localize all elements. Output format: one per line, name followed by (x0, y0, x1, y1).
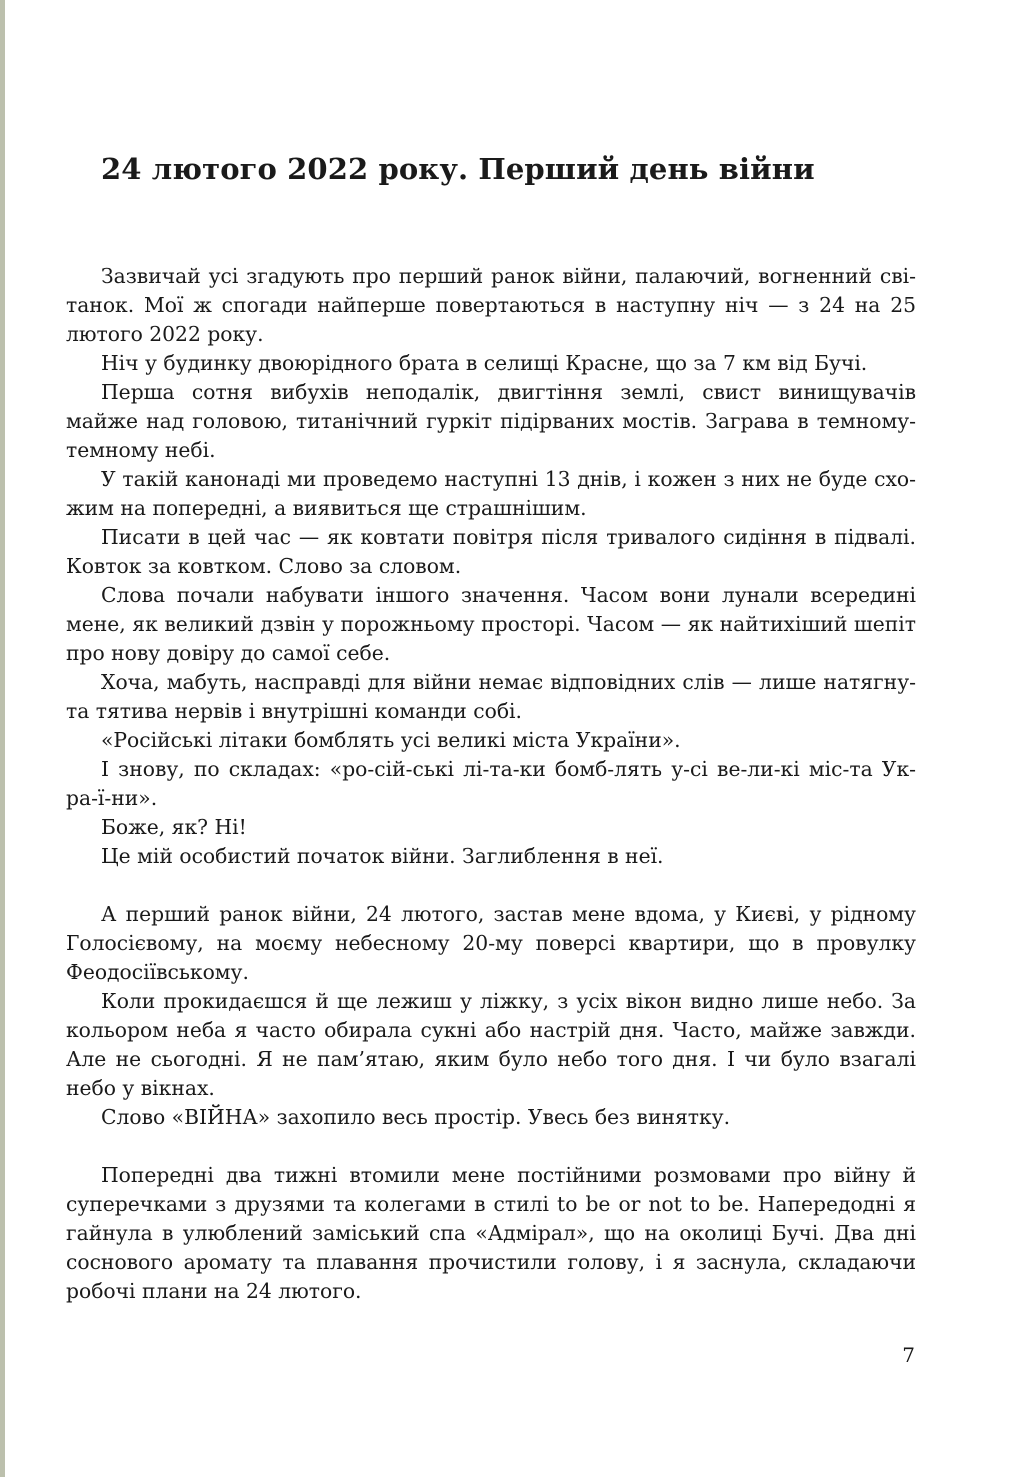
paragraph: Зазвичай усі згадують про перший ранок війни, палаючий, вогненний світанок. Мої ж спогади найперше повертаються в наступну ніч — з 24 на 25 лютого 2022 року. (66, 264, 916, 346)
text-section-1 (66, 262, 916, 871)
paragraph: Боже, як? Ні! (101, 815, 247, 839)
paragraph: Попередні два тижні втомили мене постійними розмовами про війну й суперечками з друзями та колегами в стилі to be or not to be. Напередодні я гайнула в улюблений заміський спа «Адмірал», що на околиці Бучі. Два дні соснового аромату та плавання прочистили голову, і я заснула, складаючи робочі плани на 24 лютого. (66, 1163, 916, 1303)
paragraph: У такій канонаді ми проведемо наступні 13 днів, і кожен з них не буде схожим на попередні, а виявиться ще страшнішим. (66, 467, 916, 520)
chapter-heading: 24 лютого 2022 року. Перший день війни (101, 152, 815, 186)
paragraph: Ніч у будинку двоюрідного брата в селищі Красне, що за 7 км від Бучі. (101, 351, 868, 375)
paragraph: А перший ранок війни, 24 лютого, застав мене вдома, у Києві, у рідному Голосієвому, на моєму небесному 20-му поверсі квартири, що в провулку Феодосіївському. (66, 902, 916, 984)
paragraph: Перша сотня вибухів неподалік, двигтіння землі, свист винищувачів майже над головою, титанічний гуркіт підірваних мостів. Заграва в темному-темному небі. (66, 380, 916, 462)
paragraph: І знову, по складах: «ро-сій-ські лі-та-ки бомб-лять у-сі ве-ли-кі міс-та Ук-ра-ї-ни». (66, 757, 916, 810)
paragraph: Хоча, мабуть, насправді для війни немає відповідних слів — лише натягнута тятива нервів і внутрішні команди собі. (66, 670, 916, 723)
paragraph: Писати в цей час — як ковтати повітря після тривалого сидіння в підвалі. Ковток за ковтком. Слово за словом. (66, 525, 916, 578)
paragraph: Слово «ВІЙНА» захопило весь простір. Увесь без винятку. (101, 1105, 731, 1129)
paragraph: «Російські літаки бомблять усі великі міста України». (101, 728, 681, 752)
text-section-3 (66, 1161, 916, 1306)
paragraph: Слова почали набувати іншого значення. Часом вони лунали всередині мене, як великий дзвін у порожньому просторі. Часом — як найтихіший шепіт про нову довіру до самої себе. (66, 583, 916, 665)
page-edge-strip (0, 0, 5, 1477)
paragraph: Коли прокидаєшся й ще лежиш у ліжку, з усіх вікон видно лише небо. За кольором неба я часто обирала сукні або настрій дня. Часто, майже завжди. Але не сьогодні. Я не пам’ятаю, яким було небо того дня. І чи було взагалі небо у вікнах. (66, 989, 916, 1100)
paragraph: Це мій особистий початок війни. Заглиблення в неї. (101, 844, 664, 868)
page-number: 7 (902, 1343, 915, 1367)
text-section-2 (66, 900, 916, 1132)
